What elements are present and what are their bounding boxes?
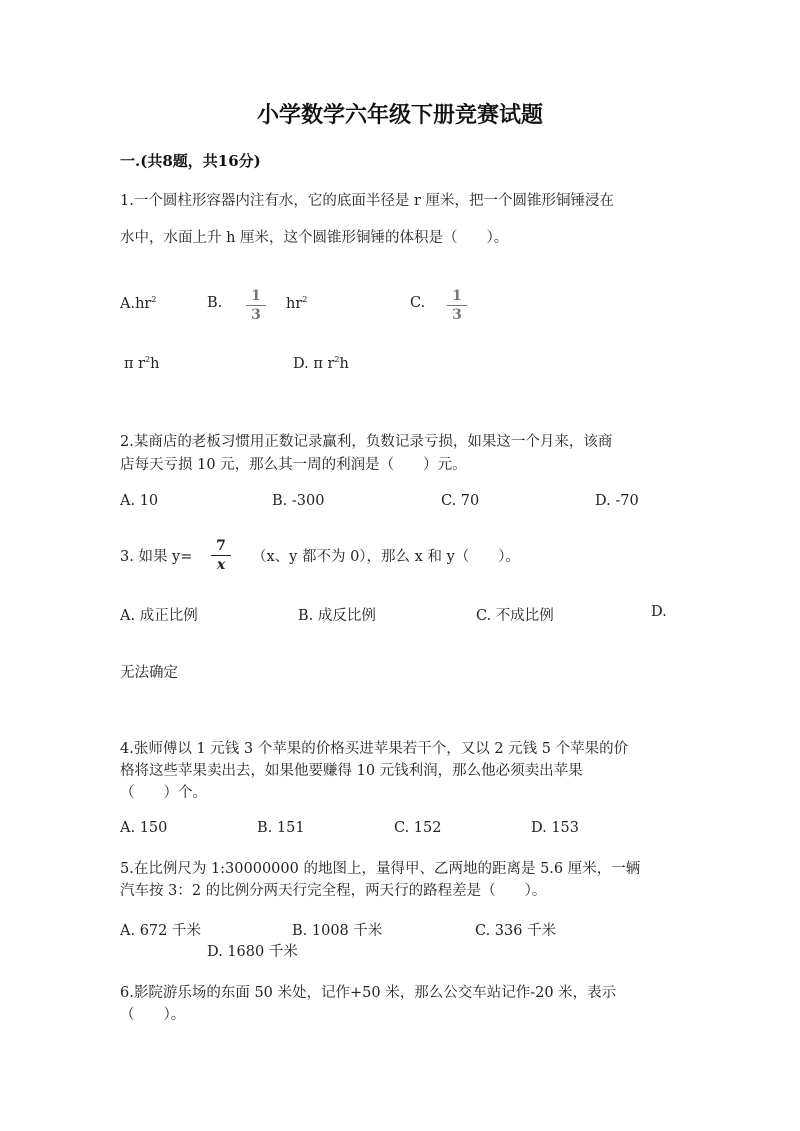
q2-option-c: C. 70 xyxy=(441,493,480,509)
q2-line2: 店每天亏损 10 元，那么其一周的利润是（ ）元。 xyxy=(120,457,467,473)
q1-c-continuation xyxy=(124,355,160,372)
q3-option-b: B. 成反比例 xyxy=(298,608,376,624)
q3-option-c: C. 不成比例 xyxy=(476,608,554,624)
q2-option-d: D. -70 xyxy=(595,493,639,509)
q1-b-text-base: hr xyxy=(286,296,303,312)
q3-fraction xyxy=(211,538,231,573)
q4-option-d: D. 153 xyxy=(531,820,580,836)
q3-frac-den: x xyxy=(216,557,226,573)
q5-option-a: A. 672 千米 xyxy=(120,923,201,939)
q1-c-h: h xyxy=(150,356,160,372)
q1-d-r: r xyxy=(327,356,335,372)
q5-option-d: D. 1680 千米 xyxy=(207,944,298,960)
q4-option-c: C. 152 xyxy=(394,820,442,836)
q5-line2: 汽车按 3：2 的比例分两天行完全程，两天行的路程差是（ ）。 xyxy=(120,883,547,899)
q2-option-a: A. 10 xyxy=(120,493,159,509)
q1-c-frac-den: 3 xyxy=(452,307,462,323)
q1-c-fraction xyxy=(447,288,467,323)
q5-option-b: B. 1008 千米 xyxy=(292,923,383,939)
q4-line3: （ ）个。 xyxy=(120,785,207,801)
q1-d-sup: 2 xyxy=(334,355,340,364)
q1-line1: 1.一个圆柱形容器内注有水，它的底面半径是 r 厘米，把一个圆锥形铜锤浸在 xyxy=(120,193,614,209)
q2-option-b: B. -300 xyxy=(272,493,325,509)
q1-c-r: r xyxy=(138,356,146,372)
q1-d-pi: π xyxy=(313,356,323,372)
q4-line2: 格将这些苹果卖出去，如果他要赚得 10 元钱利润，那么他必须卖出苹果 xyxy=(120,763,583,779)
q1-b-fraction xyxy=(246,288,266,323)
q3-prefix: 3. 如果 y= xyxy=(120,549,193,565)
q3-option-d-continuation: 无法确定 xyxy=(120,665,178,681)
q1-option-a xyxy=(120,295,156,312)
q3-option-d: D. xyxy=(651,604,667,620)
q4-line1: 4.张师傅以 1 元钱 3 个苹果的价格买进苹果若干个，又以 2 元钱 5 个苹果的价 xyxy=(120,741,629,757)
q4-option-a: A. 150 xyxy=(120,820,168,836)
q5-option-c: C. 336 千米 xyxy=(475,923,557,939)
q1-c-label: C. xyxy=(410,295,426,311)
q3-option-a: A. 成正比例 xyxy=(120,608,198,624)
q1-b-sup: 2 xyxy=(302,295,308,304)
q1-d-h: h xyxy=(339,356,349,372)
q1-c-sup: 2 xyxy=(145,355,151,364)
q1-b-frac-num: 1 xyxy=(251,288,261,304)
q2-line1: 2.某商店的老板习惯用正数记录赢利，负数记录亏损，如果这一个月来，该商 xyxy=(120,434,613,450)
q1-b-text xyxy=(286,295,307,312)
q1-d-label: D. xyxy=(293,356,309,372)
q3-frac-num: 7 xyxy=(216,538,226,554)
q6-line2: （ ）。 xyxy=(120,1007,186,1023)
q6-line1: 6.影院游乐场的东面 50 米处，记作+50 米，那么公交车站记作-20 米，表示 xyxy=(120,985,617,1001)
q1-a-sup: 2 xyxy=(151,295,157,304)
q1-c-frac-num: 1 xyxy=(452,288,462,304)
q1-b-label: B. xyxy=(207,295,223,311)
q1-option-d xyxy=(293,355,349,372)
q4-option-b: B. 151 xyxy=(257,820,305,836)
q1-a-text: hr xyxy=(135,296,152,312)
page-title: 小学数学六年级下册竞赛试题 xyxy=(256,102,543,128)
q1-a-label: A. xyxy=(120,296,136,312)
q1-c-pi: π xyxy=(124,356,134,372)
q5-line1: 5.在比例尺为 1:30000000 的地图上，量得甲、乙两地的距离是 5.6 厘米，一辆 xyxy=(120,861,641,877)
q3-suffix: （x、y 都不为 0），那么 x 和 y（ ）。 xyxy=(252,549,521,565)
section-heading: 一.(共8题，共16分) xyxy=(120,152,261,170)
q1-b-frac-den: 3 xyxy=(251,307,261,323)
q1-line2: 水中，水面上升 h 厘米，这个圆锥形铜锤的体积是（ ）。 xyxy=(120,230,509,246)
